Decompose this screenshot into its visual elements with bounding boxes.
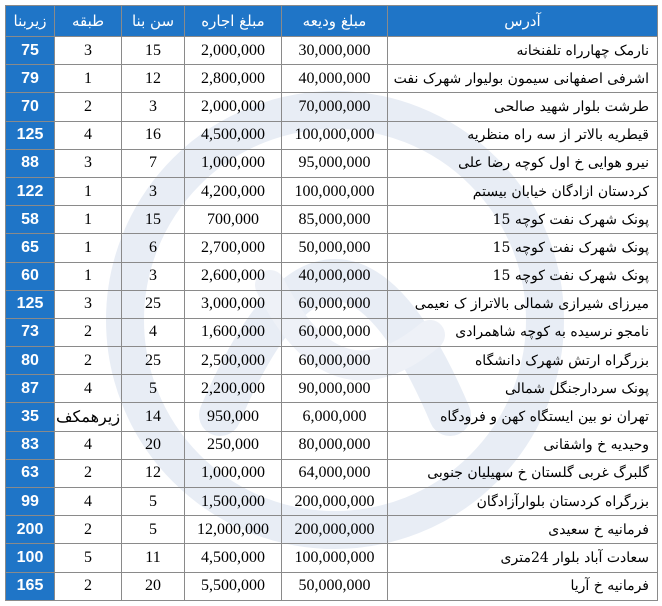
rent-cell: 2,800,000 bbox=[185, 65, 282, 93]
header-age: سن بنا bbox=[122, 6, 185, 37]
age-cell: 5 bbox=[122, 516, 185, 544]
age-cell: 15 bbox=[122, 37, 185, 65]
age-cell: 14 bbox=[122, 403, 185, 431]
age-cell: 3 bbox=[122, 93, 185, 121]
address-cell: گلبرگ غربی گلستان خ سهیلیان جنوبی bbox=[388, 459, 658, 487]
address-cell: طرشت بلوار شهید صالحی bbox=[388, 93, 658, 121]
age-cell: 6 bbox=[122, 234, 185, 262]
deposit-cell: 70,000,000 bbox=[282, 93, 388, 121]
address-cell: اشرفی اصفهانی سیمون بولیوار شهرک نفت bbox=[388, 65, 658, 93]
area-cell: 88 bbox=[6, 149, 55, 177]
age-cell: 7 bbox=[122, 149, 185, 177]
area-cell: 65 bbox=[6, 234, 55, 262]
table-row bbox=[6, 459, 658, 487]
age-cell: 15 bbox=[122, 206, 185, 234]
age-cell: 3 bbox=[122, 177, 185, 205]
floor-cell: 4 bbox=[55, 431, 122, 459]
floor-cell: 4 bbox=[55, 121, 122, 149]
area-cell: 58 bbox=[6, 206, 55, 234]
rent-cell: 700,000 bbox=[185, 206, 282, 234]
table-row bbox=[6, 403, 658, 431]
floor-cell: 2 bbox=[55, 93, 122, 121]
area-cell: 99 bbox=[6, 488, 55, 516]
address-cell: فرمانیه خ آریا bbox=[388, 572, 658, 600]
rental-listings-table bbox=[5, 5, 658, 601]
rent-cell: 1,000,000 bbox=[185, 149, 282, 177]
age-cell: 20 bbox=[122, 431, 185, 459]
floor-cell: 1 bbox=[55, 177, 122, 205]
deposit-cell: 50,000,000 bbox=[282, 234, 388, 262]
table-row bbox=[6, 544, 658, 572]
floor-cell: 3 bbox=[55, 149, 122, 177]
deposit-cell: 6,000,000 bbox=[282, 403, 388, 431]
table-row bbox=[6, 262, 658, 290]
table-row bbox=[6, 177, 658, 205]
floor-cell: زیرهمکف bbox=[55, 403, 122, 431]
deposit-cell: 90,000,000 bbox=[282, 375, 388, 403]
age-cell: 25 bbox=[122, 290, 185, 318]
area-cell: 80 bbox=[6, 347, 55, 375]
area-cell: 60 bbox=[6, 262, 55, 290]
header-address: آدرس bbox=[388, 6, 658, 37]
table-row bbox=[6, 37, 658, 65]
rent-cell: 1,000,000 bbox=[185, 459, 282, 487]
deposit-cell: 200,000,000 bbox=[282, 488, 388, 516]
area-cell: 200 bbox=[6, 516, 55, 544]
table-row bbox=[6, 121, 658, 149]
age-cell: 25 bbox=[122, 347, 185, 375]
deposit-cell: 40,000,000 bbox=[282, 262, 388, 290]
floor-cell: 3 bbox=[55, 37, 122, 65]
age-cell: 12 bbox=[122, 459, 185, 487]
rent-cell: 1,600,000 bbox=[185, 318, 282, 346]
age-cell: 5 bbox=[122, 375, 185, 403]
table-row bbox=[6, 375, 658, 403]
table-row bbox=[6, 318, 658, 346]
deposit-cell: 100,000,000 bbox=[282, 544, 388, 572]
deposit-cell: 85,000,000 bbox=[282, 206, 388, 234]
rent-cell: 950,000 bbox=[185, 403, 282, 431]
address-cell: نیرو هوایی خ اول کوچه رضا علی bbox=[388, 149, 658, 177]
deposit-cell: 50,000,000 bbox=[282, 572, 388, 600]
deposit-cell: 100,000,000 bbox=[282, 177, 388, 205]
floor-cell: 1 bbox=[55, 262, 122, 290]
deposit-cell: 64,000,000 bbox=[282, 459, 388, 487]
address-cell: بزرگراه ارتش شهرک دانشگاه bbox=[388, 347, 658, 375]
table-row bbox=[6, 516, 658, 544]
area-cell: 165 bbox=[6, 572, 55, 600]
floor-cell: 2 bbox=[55, 459, 122, 487]
floor-cell: 4 bbox=[55, 375, 122, 403]
area-cell: 63 bbox=[6, 459, 55, 487]
address-cell: تهران نو بین ایستگاه کهن و فرودگاه bbox=[388, 403, 658, 431]
rent-cell: 4,200,000 bbox=[185, 177, 282, 205]
table-row bbox=[6, 347, 658, 375]
floor-cell: 2 bbox=[55, 347, 122, 375]
deposit-cell: 60,000,000 bbox=[282, 290, 388, 318]
deposit-cell: 95,000,000 bbox=[282, 149, 388, 177]
address-cell: پونک سردارجنگل شمالی bbox=[388, 375, 658, 403]
age-cell: 12 bbox=[122, 65, 185, 93]
deposit-cell: 40,000,000 bbox=[282, 65, 388, 93]
area-cell: 100 bbox=[6, 544, 55, 572]
deposit-cell: 200,000,000 bbox=[282, 516, 388, 544]
rent-cell: 4,500,000 bbox=[185, 544, 282, 572]
rent-cell: 12,000,000 bbox=[185, 516, 282, 544]
address-cell: پونک شهرک نفت کوچه 15 bbox=[388, 234, 658, 262]
table-row bbox=[6, 488, 658, 516]
rent-cell: 5,500,000 bbox=[185, 572, 282, 600]
table-row bbox=[6, 431, 658, 459]
floor-cell: 5 bbox=[55, 544, 122, 572]
address-cell: فرمانیه خ سعیدی bbox=[388, 516, 658, 544]
floor-cell: 2 bbox=[55, 318, 122, 346]
age-cell: 11 bbox=[122, 544, 185, 572]
address-cell: بزرگراه کردستان بلوارآزادگان bbox=[388, 488, 658, 516]
floor-cell: 2 bbox=[55, 572, 122, 600]
age-cell: 16 bbox=[122, 121, 185, 149]
rent-cell: 2,000,000 bbox=[185, 37, 282, 65]
age-cell: 4 bbox=[122, 318, 185, 346]
area-cell: 35 bbox=[6, 403, 55, 431]
address-cell: وحیدیه خ واشقانی bbox=[388, 431, 658, 459]
table-row bbox=[6, 206, 658, 234]
rent-cell: 2,600,000 bbox=[185, 262, 282, 290]
floor-cell: 1 bbox=[55, 234, 122, 262]
table-row bbox=[6, 93, 658, 121]
area-cell: 79 bbox=[6, 65, 55, 93]
floor-cell: 1 bbox=[55, 206, 122, 234]
address-cell: پونک شهرک نفت کوچه 15 bbox=[388, 206, 658, 234]
header-row bbox=[6, 6, 658, 37]
rent-cell: 3,000,000 bbox=[185, 290, 282, 318]
floor-cell: 1 bbox=[55, 65, 122, 93]
age-cell: 3 bbox=[122, 262, 185, 290]
header-rent: مبلغ اجاره bbox=[185, 6, 282, 37]
rent-cell: 2,500,000 bbox=[185, 347, 282, 375]
deposit-cell: 60,000,000 bbox=[282, 318, 388, 346]
header-deposit: مبلغ ودیعه bbox=[282, 6, 388, 37]
address-cell: قیطریه بالاتر از سه راه منظریه bbox=[388, 121, 658, 149]
area-cell: 70 bbox=[6, 93, 55, 121]
table-row bbox=[6, 234, 658, 262]
address-cell: کردستان ازادگان خیابان بیستم bbox=[388, 177, 658, 205]
floor-cell: 4 bbox=[55, 488, 122, 516]
age-cell: 20 bbox=[122, 572, 185, 600]
deposit-cell: 80,000,000 bbox=[282, 431, 388, 459]
table-row bbox=[6, 572, 658, 600]
table-body bbox=[6, 37, 658, 601]
area-cell: 73 bbox=[6, 318, 55, 346]
rent-cell: 4,500,000 bbox=[185, 121, 282, 149]
deposit-cell: 30,000,000 bbox=[282, 37, 388, 65]
address-cell: نامجو نرسیده به کوچه شاهمرادی bbox=[388, 318, 658, 346]
address-cell: میرزای شیرازی شمالی بالاتراز ک نعیمی bbox=[388, 290, 658, 318]
listing-container bbox=[5, 5, 657, 601]
floor-cell: 3 bbox=[55, 290, 122, 318]
area-cell: 122 bbox=[6, 177, 55, 205]
rent-cell: 2,000,000 bbox=[185, 93, 282, 121]
rent-cell: 2,700,000 bbox=[185, 234, 282, 262]
area-cell: 125 bbox=[6, 121, 55, 149]
rent-cell: 1,500,000 bbox=[185, 488, 282, 516]
header-floor: طبقه bbox=[55, 6, 122, 37]
rent-cell: 250,000 bbox=[185, 431, 282, 459]
header-area: زیربنا bbox=[6, 6, 55, 37]
table-row bbox=[6, 149, 658, 177]
area-cell: 87 bbox=[6, 375, 55, 403]
address-cell: سعادت آباد بلوار 24متری bbox=[388, 544, 658, 572]
deposit-cell: 100,000,000 bbox=[282, 121, 388, 149]
area-cell: 83 bbox=[6, 431, 55, 459]
floor-cell: 2 bbox=[55, 516, 122, 544]
address-cell: پونک شهرک نفت کوچه 15 bbox=[388, 262, 658, 290]
table-row bbox=[6, 290, 658, 318]
address-cell: نارمک چهارراه تلفنخانه bbox=[388, 37, 658, 65]
deposit-cell: 60,000,000 bbox=[282, 347, 388, 375]
table-row bbox=[6, 65, 658, 93]
area-cell: 75 bbox=[6, 37, 55, 65]
area-cell: 125 bbox=[6, 290, 55, 318]
age-cell: 5 bbox=[122, 488, 185, 516]
rent-cell: 2,200,000 bbox=[185, 375, 282, 403]
